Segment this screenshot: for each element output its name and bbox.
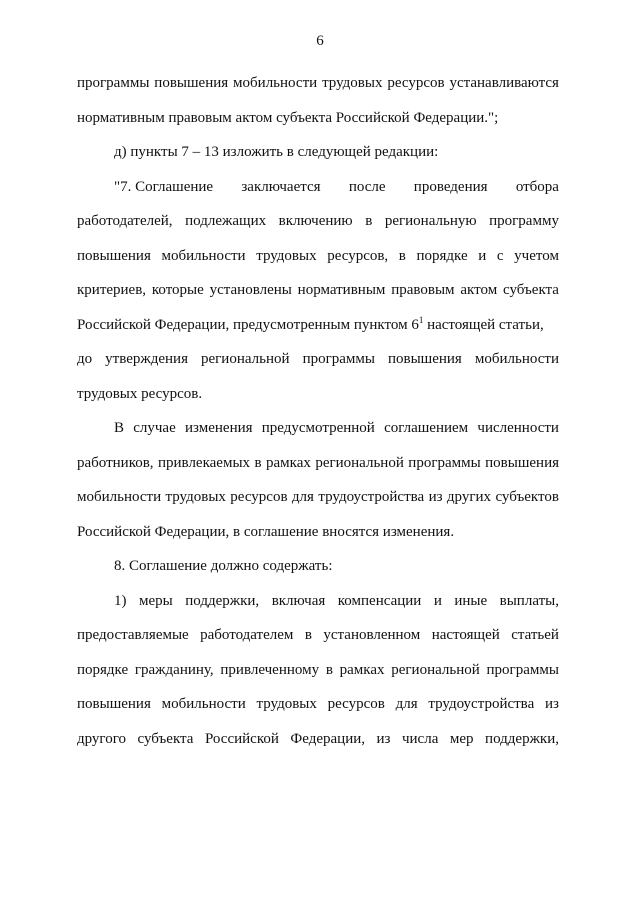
- word: случае: [133, 420, 176, 436]
- text-line: [77, 584, 559, 619]
- paragraph-d: [77, 135, 559, 170]
- text-line: [77, 618, 559, 653]
- document-body: [77, 66, 559, 756]
- word: настоящей: [431, 627, 500, 643]
- word: повышения: [387, 351, 462, 367]
- word: меры: [139, 592, 173, 609]
- word: трудоустройства: [428, 696, 535, 712]
- word: субъекта: [137, 730, 194, 747]
- word: мобильности: [474, 351, 559, 367]
- word: из: [428, 489, 443, 505]
- word: программы: [486, 661, 559, 678]
- word: учетом: [514, 247, 559, 264]
- word: устанавливаются: [449, 75, 559, 91]
- word: критериев,: [77, 282, 147, 298]
- word: региональной: [391, 661, 480, 678]
- text-line: [77, 411, 559, 446]
- word: порядке: [77, 661, 129, 678]
- word: включению: [278, 213, 353, 229]
- word: субъекта: [503, 282, 559, 298]
- word: ресурсов: [387, 75, 445, 91]
- word: установлены: [209, 282, 292, 298]
- text-line: [77, 446, 559, 481]
- paragraph-change: [77, 411, 559, 549]
- text-line: [77, 273, 559, 308]
- word: числа: [401, 730, 439, 747]
- word: Российской: [204, 730, 279, 747]
- paragraph-8: [77, 549, 559, 584]
- word: нормативным: [297, 282, 386, 298]
- word: для: [395, 696, 418, 712]
- word: предусмотренной: [261, 420, 375, 436]
- word: субъектов: [495, 489, 559, 505]
- word: установленном: [323, 627, 421, 643]
- word: изменения: [185, 420, 253, 436]
- text-fragment: настоящей статьи,: [423, 316, 544, 333]
- text-line: трудовых ресурсов.: [77, 385, 203, 402]
- word: повышения: [485, 454, 559, 471]
- word: с: [496, 247, 504, 264]
- word: предоставляемые: [77, 627, 189, 643]
- paragraph-7: [77, 170, 559, 412]
- word: до: [77, 351, 93, 367]
- word: для: [291, 489, 314, 505]
- word: в: [365, 213, 373, 229]
- word: иные: [454, 592, 488, 609]
- text-line-with-superscript: [77, 308, 559, 343]
- text-line: [77, 687, 559, 722]
- page-number: 6: [316, 33, 324, 49]
- word: другого: [77, 730, 126, 747]
- word: включая: [271, 592, 326, 609]
- text-line: [77, 722, 559, 757]
- word: утверждения: [105, 351, 188, 367]
- word: которые: [151, 282, 204, 298]
- word: работодателей,: [77, 213, 173, 229]
- text-fragment: Российской Федерации, предусмотренным пунктом 6: [77, 316, 419, 333]
- word: соглашением: [384, 420, 469, 436]
- text-line: [77, 342, 559, 377]
- text-line: [77, 66, 559, 101]
- word: других: [446, 489, 492, 505]
- word: в: [325, 661, 333, 678]
- word: трудовых: [165, 489, 226, 505]
- superscript: 1: [418, 314, 424, 325]
- word: проведения: [413, 178, 488, 195]
- word: и: [478, 247, 487, 264]
- word: трудоустройства: [318, 489, 425, 505]
- word: мобильности: [77, 489, 162, 505]
- text-line: 8. Соглашение должно содержать:: [114, 558, 333, 574]
- word: работников,: [77, 454, 154, 471]
- word: работодателем: [200, 627, 294, 643]
- word: повышения: [77, 247, 151, 264]
- word: мобильности: [161, 696, 246, 712]
- word: рамках: [339, 661, 385, 678]
- word: и: [433, 592, 442, 609]
- word: программы: [77, 75, 150, 91]
- word: подлежащих: [185, 213, 267, 229]
- word: заключается: [241, 178, 321, 195]
- word: привлеченному: [220, 661, 320, 678]
- word: программу: [489, 213, 559, 229]
- word: гражданину,: [134, 661, 214, 678]
- word: "7. Соглашение: [114, 178, 214, 195]
- text-line: д) пункты 7 – 13 изложить в следующей редакции:: [114, 144, 439, 160]
- word: отбора: [515, 178, 559, 195]
- word: правовым: [391, 282, 455, 298]
- word: поддержки,: [485, 730, 559, 747]
- word: мобильности: [161, 247, 246, 264]
- text-line: [77, 239, 559, 274]
- word: в: [304, 627, 312, 643]
- word: ресурсов: [327, 696, 385, 712]
- word: привлекаемых: [158, 454, 251, 471]
- word: региональной: [315, 454, 404, 471]
- word: региональной: [201, 351, 290, 367]
- text-line: нормативным правовым актом субъекта Российской Федерации.";: [77, 109, 499, 126]
- text-line: [77, 653, 559, 688]
- word: ресурсов: [230, 489, 288, 505]
- word: трудовых: [256, 696, 317, 712]
- word: мер: [449, 730, 474, 747]
- word: трудовых: [256, 247, 317, 264]
- word: статьей: [511, 627, 559, 643]
- paragraph-8-1: [77, 584, 559, 757]
- word: региональную: [384, 213, 477, 229]
- word: выплаты,: [499, 592, 559, 609]
- word: повышения: [154, 75, 229, 91]
- word: В: [114, 420, 125, 436]
- word: Федерации,: [290, 730, 365, 747]
- word: из: [376, 730, 391, 747]
- word: порядке: [416, 247, 468, 264]
- word: в: [398, 247, 406, 264]
- word: численности: [477, 420, 559, 436]
- text-line: [77, 204, 559, 239]
- word: программы: [302, 351, 375, 367]
- word: 1): [114, 592, 127, 609]
- text-line: [77, 480, 559, 515]
- word: ресурсов,: [327, 247, 389, 264]
- word: из: [544, 696, 559, 712]
- word: мобильности: [233, 75, 318, 91]
- word: компенсации: [337, 592, 422, 609]
- word: трудовых: [322, 75, 383, 91]
- word: актом: [460, 282, 498, 298]
- word: в: [254, 454, 262, 471]
- word: после: [348, 178, 386, 195]
- word: программы: [408, 454, 481, 471]
- text-line-split: [77, 170, 559, 205]
- word: повышения: [77, 696, 151, 712]
- word: поддержки,: [185, 592, 260, 609]
- text-line: Российской Федерации, в соглашение вносятся изменения.: [77, 523, 455, 540]
- word: рамках: [266, 454, 311, 471]
- paragraph-intro: [77, 66, 559, 135]
